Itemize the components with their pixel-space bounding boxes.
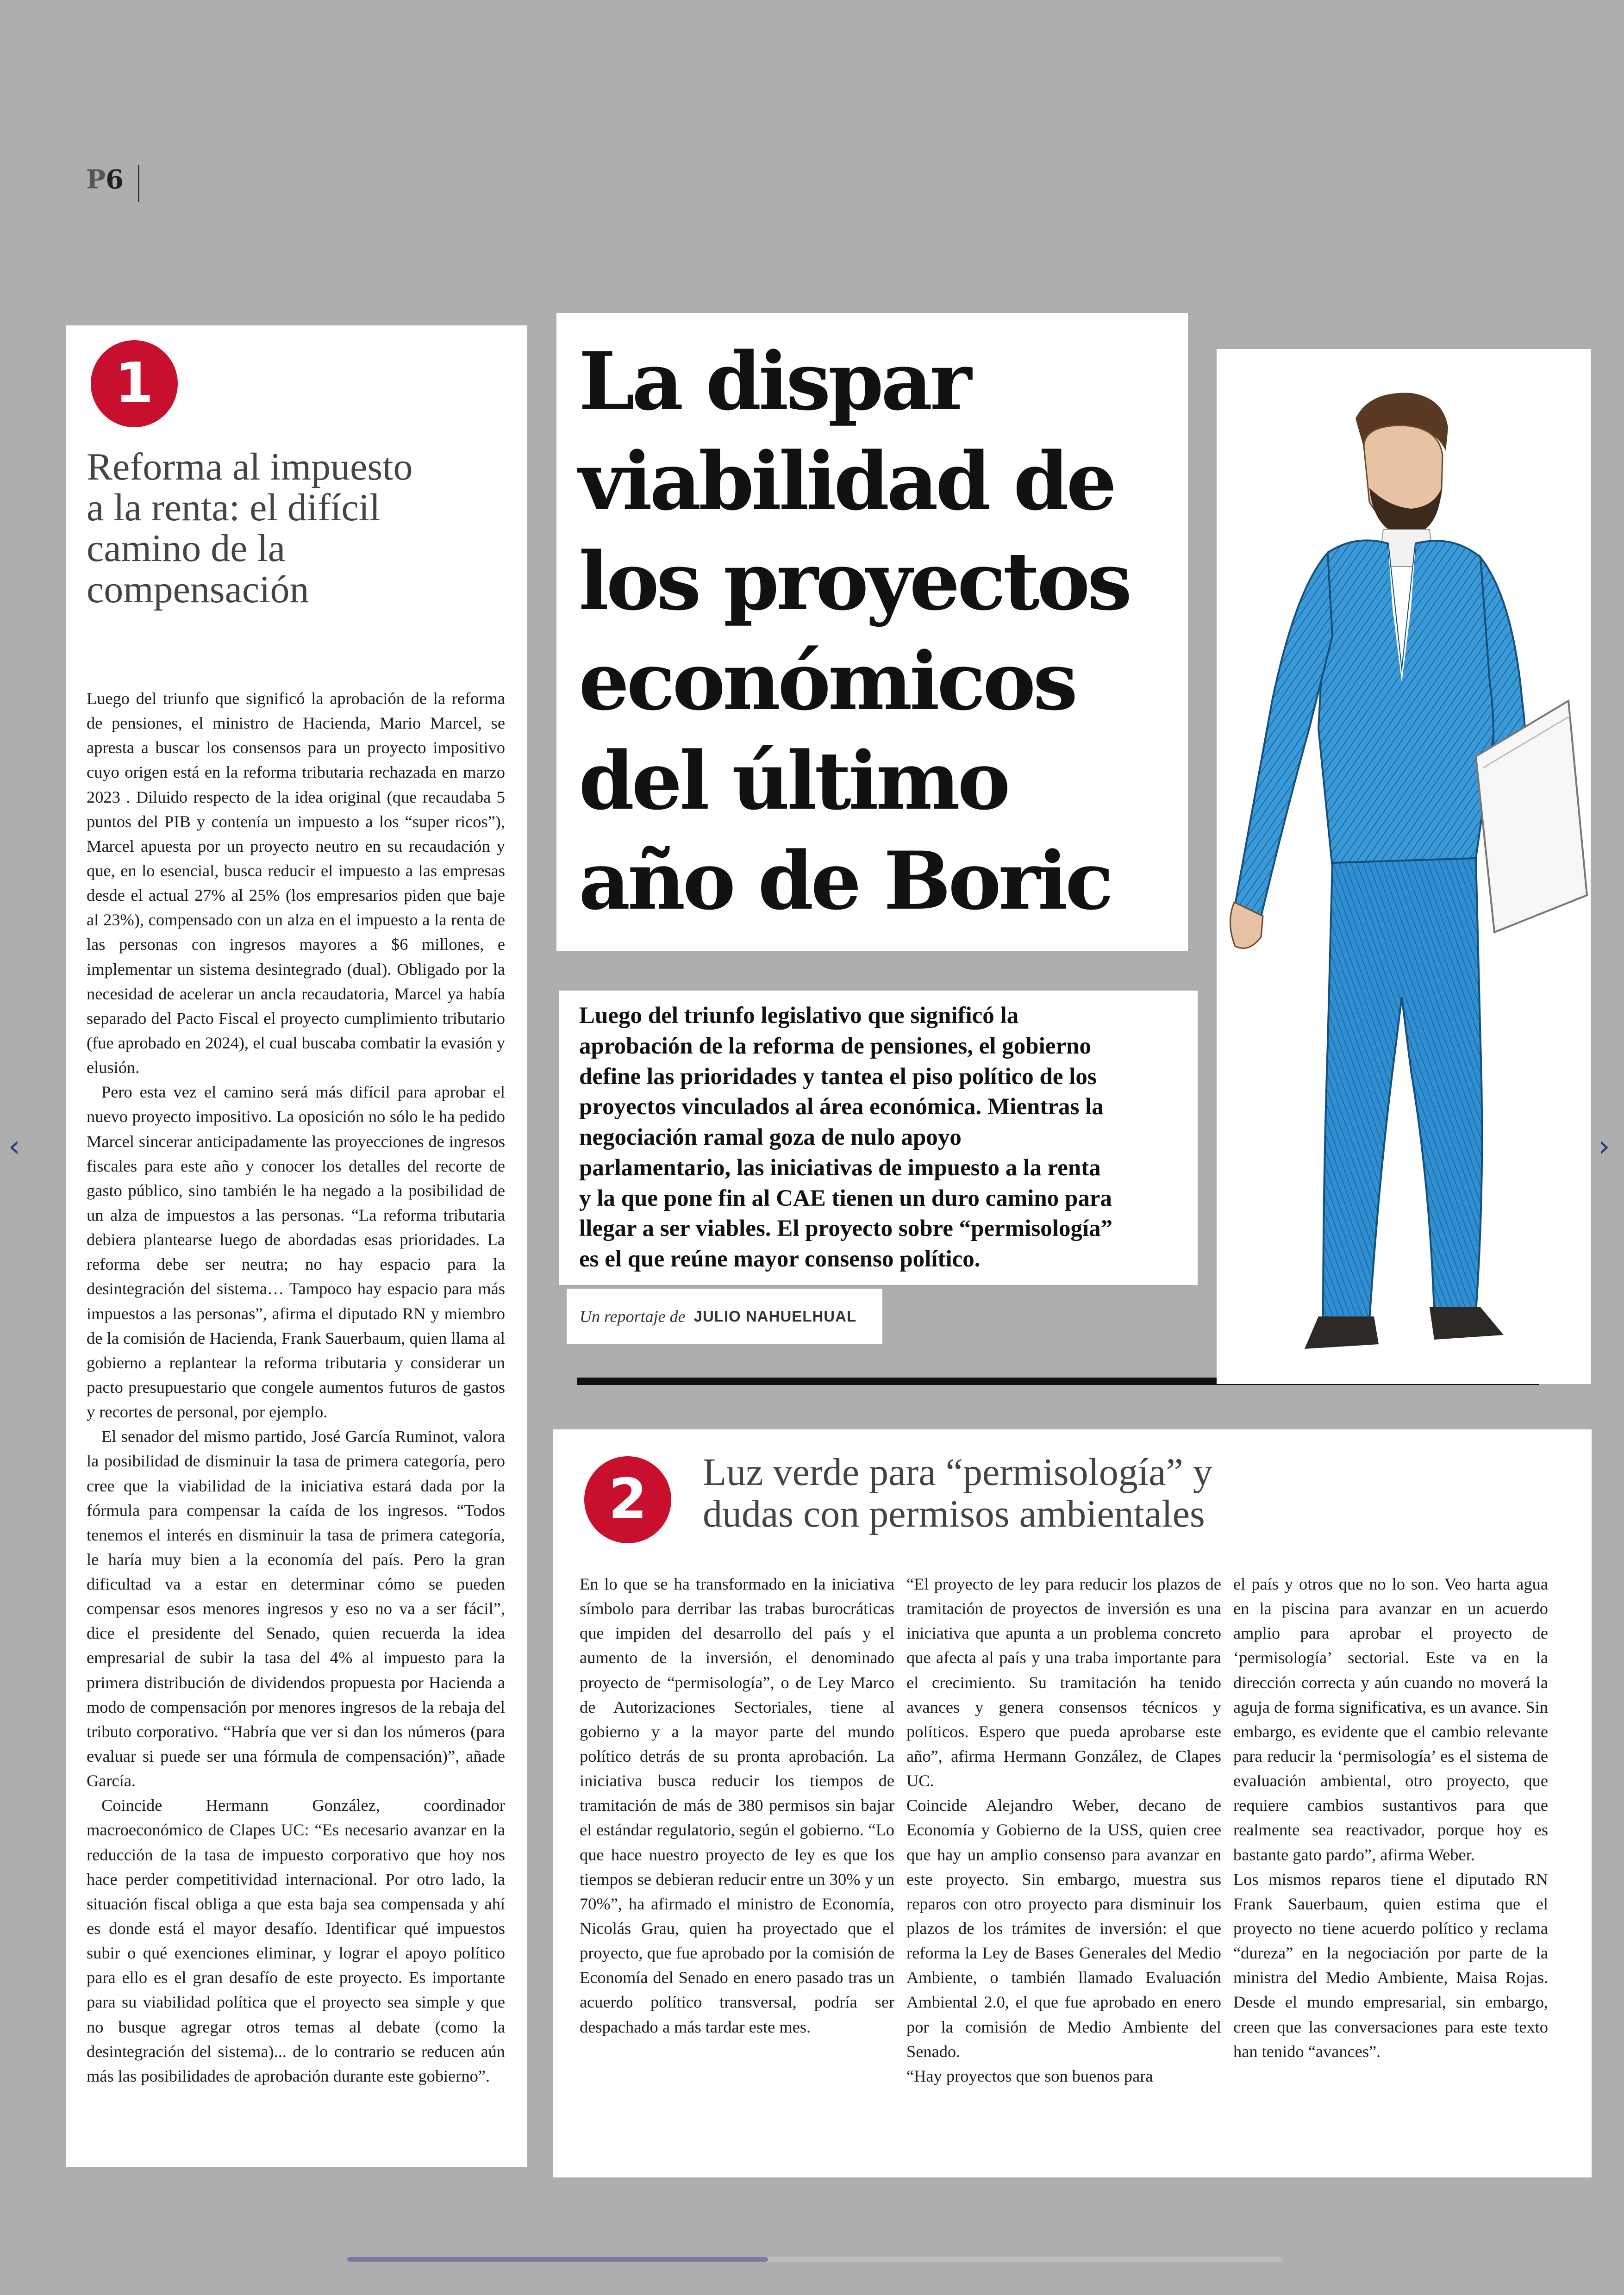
section-1-body xyxy=(87,686,505,2149)
headline-panel xyxy=(556,313,1188,951)
paragraph: Pero esta vez el camino será más difícil para aprobar el nuevo proyecto impositivo. La oposición no sólo le ha pedido Marcel sincerar anticipadamente las proyecciones de ingresos fiscales para este año y conocer los detalles del recorte de gasto público, sino también le ha negado a la posibilidad de un alza de impuestos a las personas. “La reforma tributaria debiera plantearse luego de abordadas esas prioridades. La reforma debe ser neutra; no hay espacio para la desintegración del sistema… Tampoco hay espacio para más impuestos a las personas”, afirma el diputado RN y miembro de la comisión de Hacienda, Frank Sauerbaum, quien llama al gobierno a replantear la reforma tributaria y considerar un pacto presupuestario que congele aumentos futuros de gastos y recortes de personal, por ejemplo. xyxy=(87,1083,505,1422)
paragraph: El senador del mismo partido, José García Ruminot, valora la posibilidad de disminuir la tasa de primera categoría, pero cree que la viabilidad de la iniciativa estará dada por la fórmula para compensar la caída de los ingresos. “Todos tenemos el interés en disminuir la tasa de primera categoría, le haría muy bien a la economía del país. Pero la gran dificultad va a estar en determinar cómo se pueden compensar esos menores ingresos y eso no va a ser fácil”, dice el presidente del Senado, quien recuerda la idea empresarial de subir la tasa del 4% al impuesto para la primera distribución de dividendos propuesta por Hacienda a modo de compensación por menores ingresos de la rebaja del tributo corporativo. “Habría que ver si dan los números (para evaluar si puede ser una fórmula de compensación)”, añade García. xyxy=(87,1427,505,1790)
section-2-title: Luz verde para “permisología” y dudas con permisos ambientales xyxy=(703,1451,1212,1535)
section-2-column-1 xyxy=(580,1572,894,2169)
main-headline: La dispar viabilidad de los proyectos económicos del último año de Boric xyxy=(579,334,1130,928)
article-deck: Luego del triunfo legislativo que significó la aprobación de la reforma de pensiones, el gobierno define las prioridades y tantea el piso político de los proyectos vinculados al área económica. Mientras la negociación ramal goza de nulo apoyo parlamentario, las iniciativas de impuesto a la renta y la que pone fin al CAE tienen un duro camino para llegar a ser viables. El proyecto sobre “permisología” es el que reúne mayor consenso político. xyxy=(579,1003,1113,1272)
section-2-number-badge: 2 xyxy=(584,1456,671,1543)
deck-panel xyxy=(559,991,1198,1285)
byline: Un reportaje de JULIO NAHUELHUAL xyxy=(567,1289,882,1344)
paragraph: “El proyecto de ley para reducir los plazos de tramitación de proyectos de inversión es una iniciativa que apunta a un problema concreto que afecta al país y una traba importante para el crecimiento. Su tramitación ha tenido avances y genera consensos técnicos y políticos. Espero que pueda aprobarse este año”, afirma Hermann González, de Clapes UC. xyxy=(906,1575,1221,1790)
section-1-panel xyxy=(66,325,527,2167)
boric-illustration xyxy=(1217,349,1591,1384)
section-2-panel xyxy=(553,1429,1592,2177)
page-number: P6 xyxy=(86,164,124,195)
paragraph: En lo que se ha transformado en la iniciativa símbolo para derribar las trabas burocráticas que impiden del desarrollo del país y el aumento de la inversión, el denominado proyecto de “permisología”, o de Ley Marco de Autorizaciones Sectoriales, tiene al gobierno y a la mayor parte del mundo político detrás de su pronta aprobación. La iniciativa busca reducir los tiempos de tramitación de más de 380 permisos sin bajar el estándar regulatorio, según el gobierno. “Lo que hace nuestro proyecto de ley es que los tiempos se debieran reducir entre un 30% y un 70%”, ha afirmado el ministro de Economía, Nicolás Grau, quien ha proyectado que el proyecto, que fue aprobado por la comisión de Economía del Senado en enero pasado tras un acuerdo político transversal, podría ser despachado a más tardar este mes. xyxy=(580,1575,894,2036)
reader-progress-fill xyxy=(347,2257,768,2262)
section-1-number-badge: 1 xyxy=(91,340,178,427)
section-2-column-3 xyxy=(1233,1572,1548,2169)
byline-author: JULIO NAHUELHUAL xyxy=(693,1308,857,1325)
paragraph: Coincide Alejandro Weber, decano de Economía y Gobierno de la USS, quien cree que hay un amplio consenso para avanzar en este proyecto. Sin embargo, muestra sus reparos con otro proyecto para disminuir los plazos de los trámites de inversión: el que reforma la Ley de Bases Generales del Medio Ambiente, o también llamado Evaluación Ambiental 2.0, el que fue aprobado en enero por la comisión de Medio Ambiente del Senado. xyxy=(906,1796,1221,2061)
paragraph: Luego del triunfo que significó la aprobación de la reforma de pensiones, el ministro de Hacienda, Mario Marcel, se apresta a buscar los consensos para un proyecto impositivo cuyo origen está en la reforma tributaria rechazada en marzo 2023 . Diluido respecto de la idea original (que recaudaba 5 puntos del PIB y contenía un impuesto a los “super ricos”), Marcel apuesta por un proyecto neutro en su recaudación y que, en lo esencial, busca reducir el impuesto a las empresas desde el actual 27% al 25% (los empresarios piden que baje al 23%), compensado con un alza en el impuesto a la renta de las personas con ingresos mayores a $6 millones, e implementar un sistema desintegrado (dual). Obligado por la necesidad de acelerar un ancla recaudatoria, Marcel ya había separado del Pacto Fiscal el proyecto cumplimiento tributario (fue aprobado en 2024), el cual buscaba combatir la evasión y elusión. xyxy=(87,689,505,1077)
next-page-icon[interactable]: › xyxy=(1598,1129,1610,1164)
paragraph: Los mismos reparos tiene el diputado RN Frank Sauerbaum, quien estima que el proyecto no tiene acuerdo político y reclama “dureza” en la negociación por parte de la ministra del Medio Ambiente, Maisa Rojas. Desde el mundo empresarial, sin embargo, creen que las conversaciones para este texto han tenido “avances”. xyxy=(1233,1870,1548,2061)
page-number-divider xyxy=(138,165,139,202)
paragraph: el país y otros que no lo son. Veo harta agua en la piscina para avanzar en un acuerdo amplio para aprobar el proyecto de ‘permisología’ sectorial. Este va en la dirección correcta y aún cuando no moverá la aguja de forma significativa, es un avance. Sin embargo, es evidente que el cambio relevante para reducir la ‘permisología’ es el sistema de evaluación ambiental, otro proyecto, que requiere cambios sustantivos para que realmente sea reactivador, porque hoy es bastante gato pardo”, afirma Weber. xyxy=(1233,1575,1548,1864)
paragraph: “Hay proyectos que son buenos para xyxy=(906,2066,1153,2085)
paragraph: Coincide Hermann González, coordinador macroeconómico de Clapes UC: “Es necesario avanzar en la reducción de la tasa de impuesto corporativo que hoy nos hace perder competitividad internacional. Por otro lado, la situación fiscal obliga a que esta baja sea compensada y ahí es donde está el mayor desafío. Identificar qué impuestos subir o qué exenciones eliminar, y lograr el apoyo político para ello es el gran desafío de este proyecto. Es importante para su viabilidad política que el proyecto sea simple y que no busque agregar otros temas al debate (como la desintegración del sistema)... de lo contrario se reducen aún más las posibilidades de aprobación durante este gobierno”. xyxy=(87,1796,505,2085)
section-2-column-2 xyxy=(906,1572,1221,2169)
section-1-title: Reforma al impuesto a la renta: el difícil camino de la compensación xyxy=(87,445,413,611)
illustration-panel xyxy=(1217,349,1591,1384)
previous-page-icon[interactable]: ‹ xyxy=(8,1129,20,1164)
